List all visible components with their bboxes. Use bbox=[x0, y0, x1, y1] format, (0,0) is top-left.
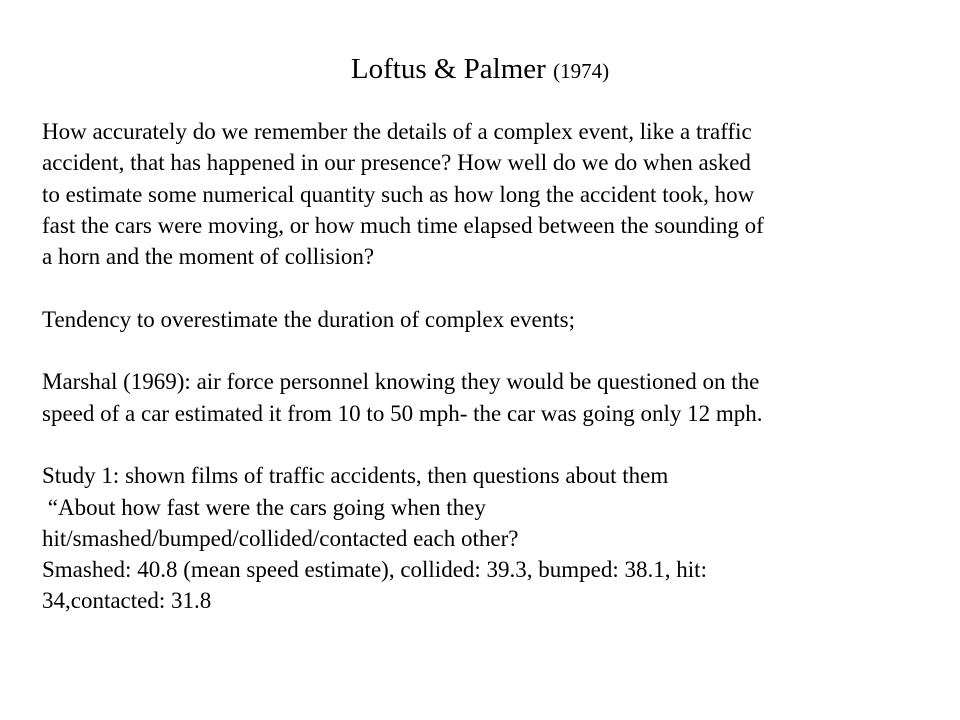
text-line: fast the cars were moving, or how much time elapsed between the sounding of bbox=[42, 212, 764, 238]
text-line: accident, that has happened in our presence? How well do we do when asked bbox=[42, 150, 751, 176]
text-line: 34,contacted: 31.8 bbox=[42, 588, 212, 614]
paragraph-gap bbox=[42, 335, 912, 366]
text-line: a horn and the moment of collision? bbox=[42, 244, 375, 270]
title-year: (1974) bbox=[553, 59, 610, 83]
text-line: hit/smashed/bumped/collided/contacted each other? bbox=[42, 525, 519, 551]
text-line: Study 1: shown films of traffic accidents, then questions about them bbox=[42, 463, 669, 489]
slide-title bbox=[0, 52, 960, 88]
text-line: to estimate some numerical quantity such as how long the accident took, how bbox=[42, 181, 755, 207]
text-line: Marshal (1969): air force personnel knowing they would be questioned on the bbox=[42, 369, 760, 395]
tendency-paragraph bbox=[42, 304, 912, 335]
text-line: Smashed: 40.8 (mean speed estimate), collided: 39.3, bumped: 38.1, hit: bbox=[42, 557, 707, 583]
text-line: Tendency to overestimate the duration of complex events; bbox=[42, 306, 575, 332]
study-paragraph bbox=[42, 460, 912, 616]
paragraph-gap bbox=[42, 272, 912, 303]
marshal-paragraph bbox=[42, 366, 912, 429]
text-line: “About how fast were the cars going when they bbox=[42, 494, 486, 520]
paragraph-gap bbox=[42, 429, 912, 460]
text-line: How accurately do we remember the details of a complex event, like a traffic bbox=[42, 119, 752, 144]
title-text: Loftus & Palmer bbox=[350, 53, 546, 85]
text-line: speed of a car estimated it from 10 to 50 mph- the car was going only 12 mph. bbox=[42, 400, 763, 426]
slide-body bbox=[42, 116, 912, 617]
intro-paragraph bbox=[42, 116, 912, 272]
